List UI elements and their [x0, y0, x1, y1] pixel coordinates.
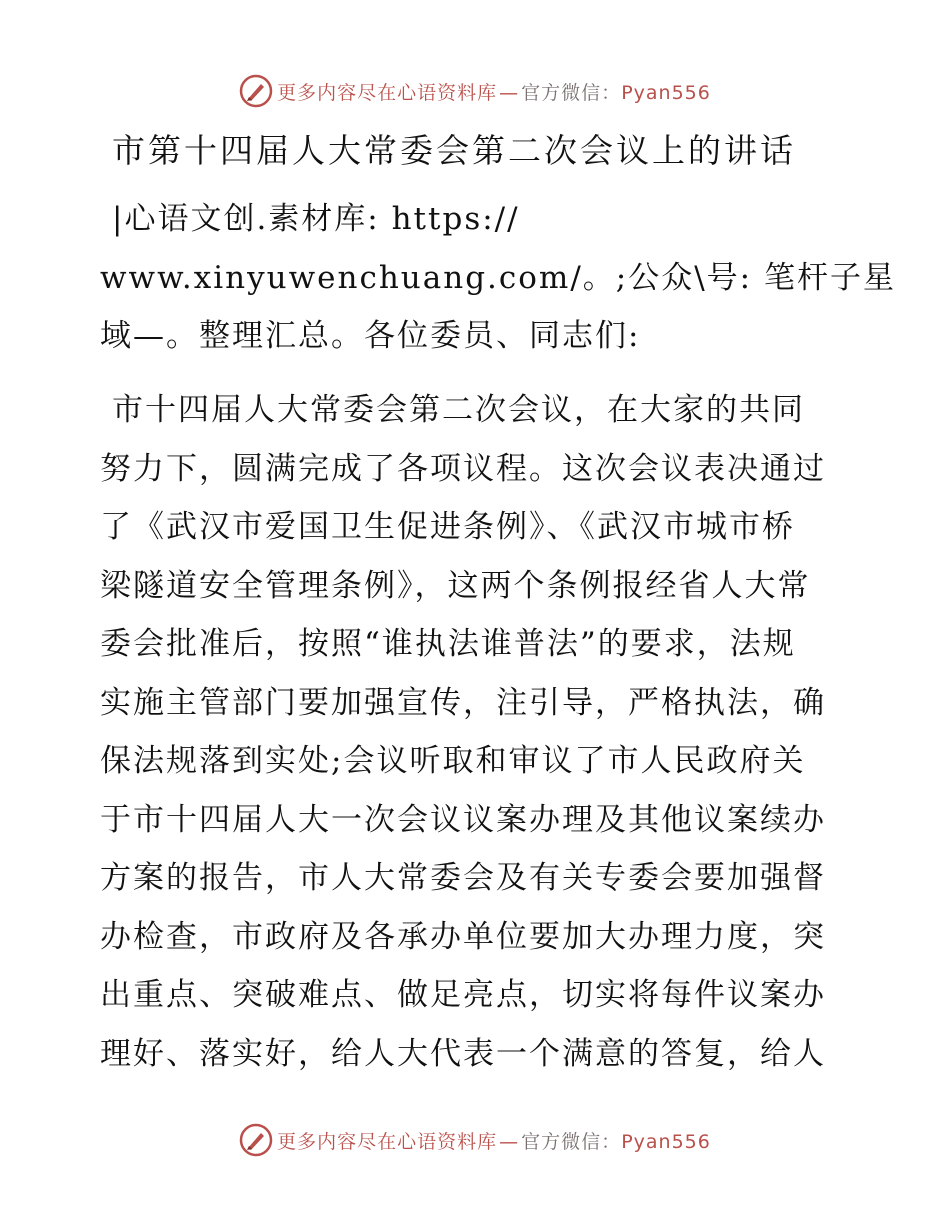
banner-wechat-label: 官方微信： — [521, 1130, 622, 1153]
pen-logo-icon — [239, 74, 273, 108]
banner-wechat-id: Pyan556 — [621, 81, 711, 104]
intro-line: |心语文创.素材库: https:// — [112, 201, 520, 237]
body-line: 理好、落实好，给人大代表一个满意的答复，给人 — [100, 1035, 826, 1072]
header-banner — [0, 71, 950, 111]
banner-wechat-label: 官方微信： — [521, 81, 622, 104]
body-line: 办检查，市政府及各承办单位要加大办理力度，突 — [100, 918, 826, 955]
body-line: 方案的报告，市人大常委会及有关专委会要加强督 — [100, 860, 826, 896]
banner-text — [277, 1127, 711, 1154]
body-line: 出重点、突破难点、做足亮点，切实将每件议案办 — [100, 977, 826, 1013]
footer-banner — [0, 1120, 950, 1160]
body-line: 保法规落到实处;会议听取和审议了市人民政府关 — [100, 743, 806, 779]
pen-logo-icon — [239, 1123, 273, 1157]
body-line: 梁隧道安全管理条例》，这两个条例报经省人大常 — [100, 567, 811, 604]
intro-paragraph — [100, 190, 896, 366]
intro-line: 域—。整理汇总。各位委员、同志们: — [100, 318, 641, 354]
body-line: 实施主管部门要加强宣传，注引导，严格执法，确 — [100, 684, 826, 721]
body-line: 努力下，圆满完成了各项议程。这次会议表决通过 — [100, 450, 826, 487]
banner-separator: — — [499, 1130, 520, 1153]
body-line: 了《武汉市爱国卫生促进条例》、《武汉市城市桥 — [100, 509, 795, 545]
banner-slogan: 更多内容尽在心语资料库 — [277, 1130, 498, 1153]
body-line: 委会批准后，按照“谁执法谁普法”的要求，法规 — [100, 626, 796, 662]
body-paragraph — [100, 381, 860, 1083]
banner-slogan: 更多内容尽在心语资料库 — [277, 81, 498, 104]
banner-separator: — — [499, 81, 520, 104]
intro-line: www.xinyuwenchuang.com/。;公众\号: 笔杆子星 — [100, 259, 896, 296]
banner-wechat-id: Pyan556 — [621, 1130, 711, 1153]
body-line: 市十四届人大常委会第二次会议，在大家的共同 — [112, 392, 805, 428]
body-line: 于市十四届人大一次会议议案办理及其他议案续办 — [100, 801, 826, 838]
document-title: 市第十四届人大常委会第二次会议上的讲话 — [112, 131, 796, 170]
banner-text — [277, 78, 711, 105]
